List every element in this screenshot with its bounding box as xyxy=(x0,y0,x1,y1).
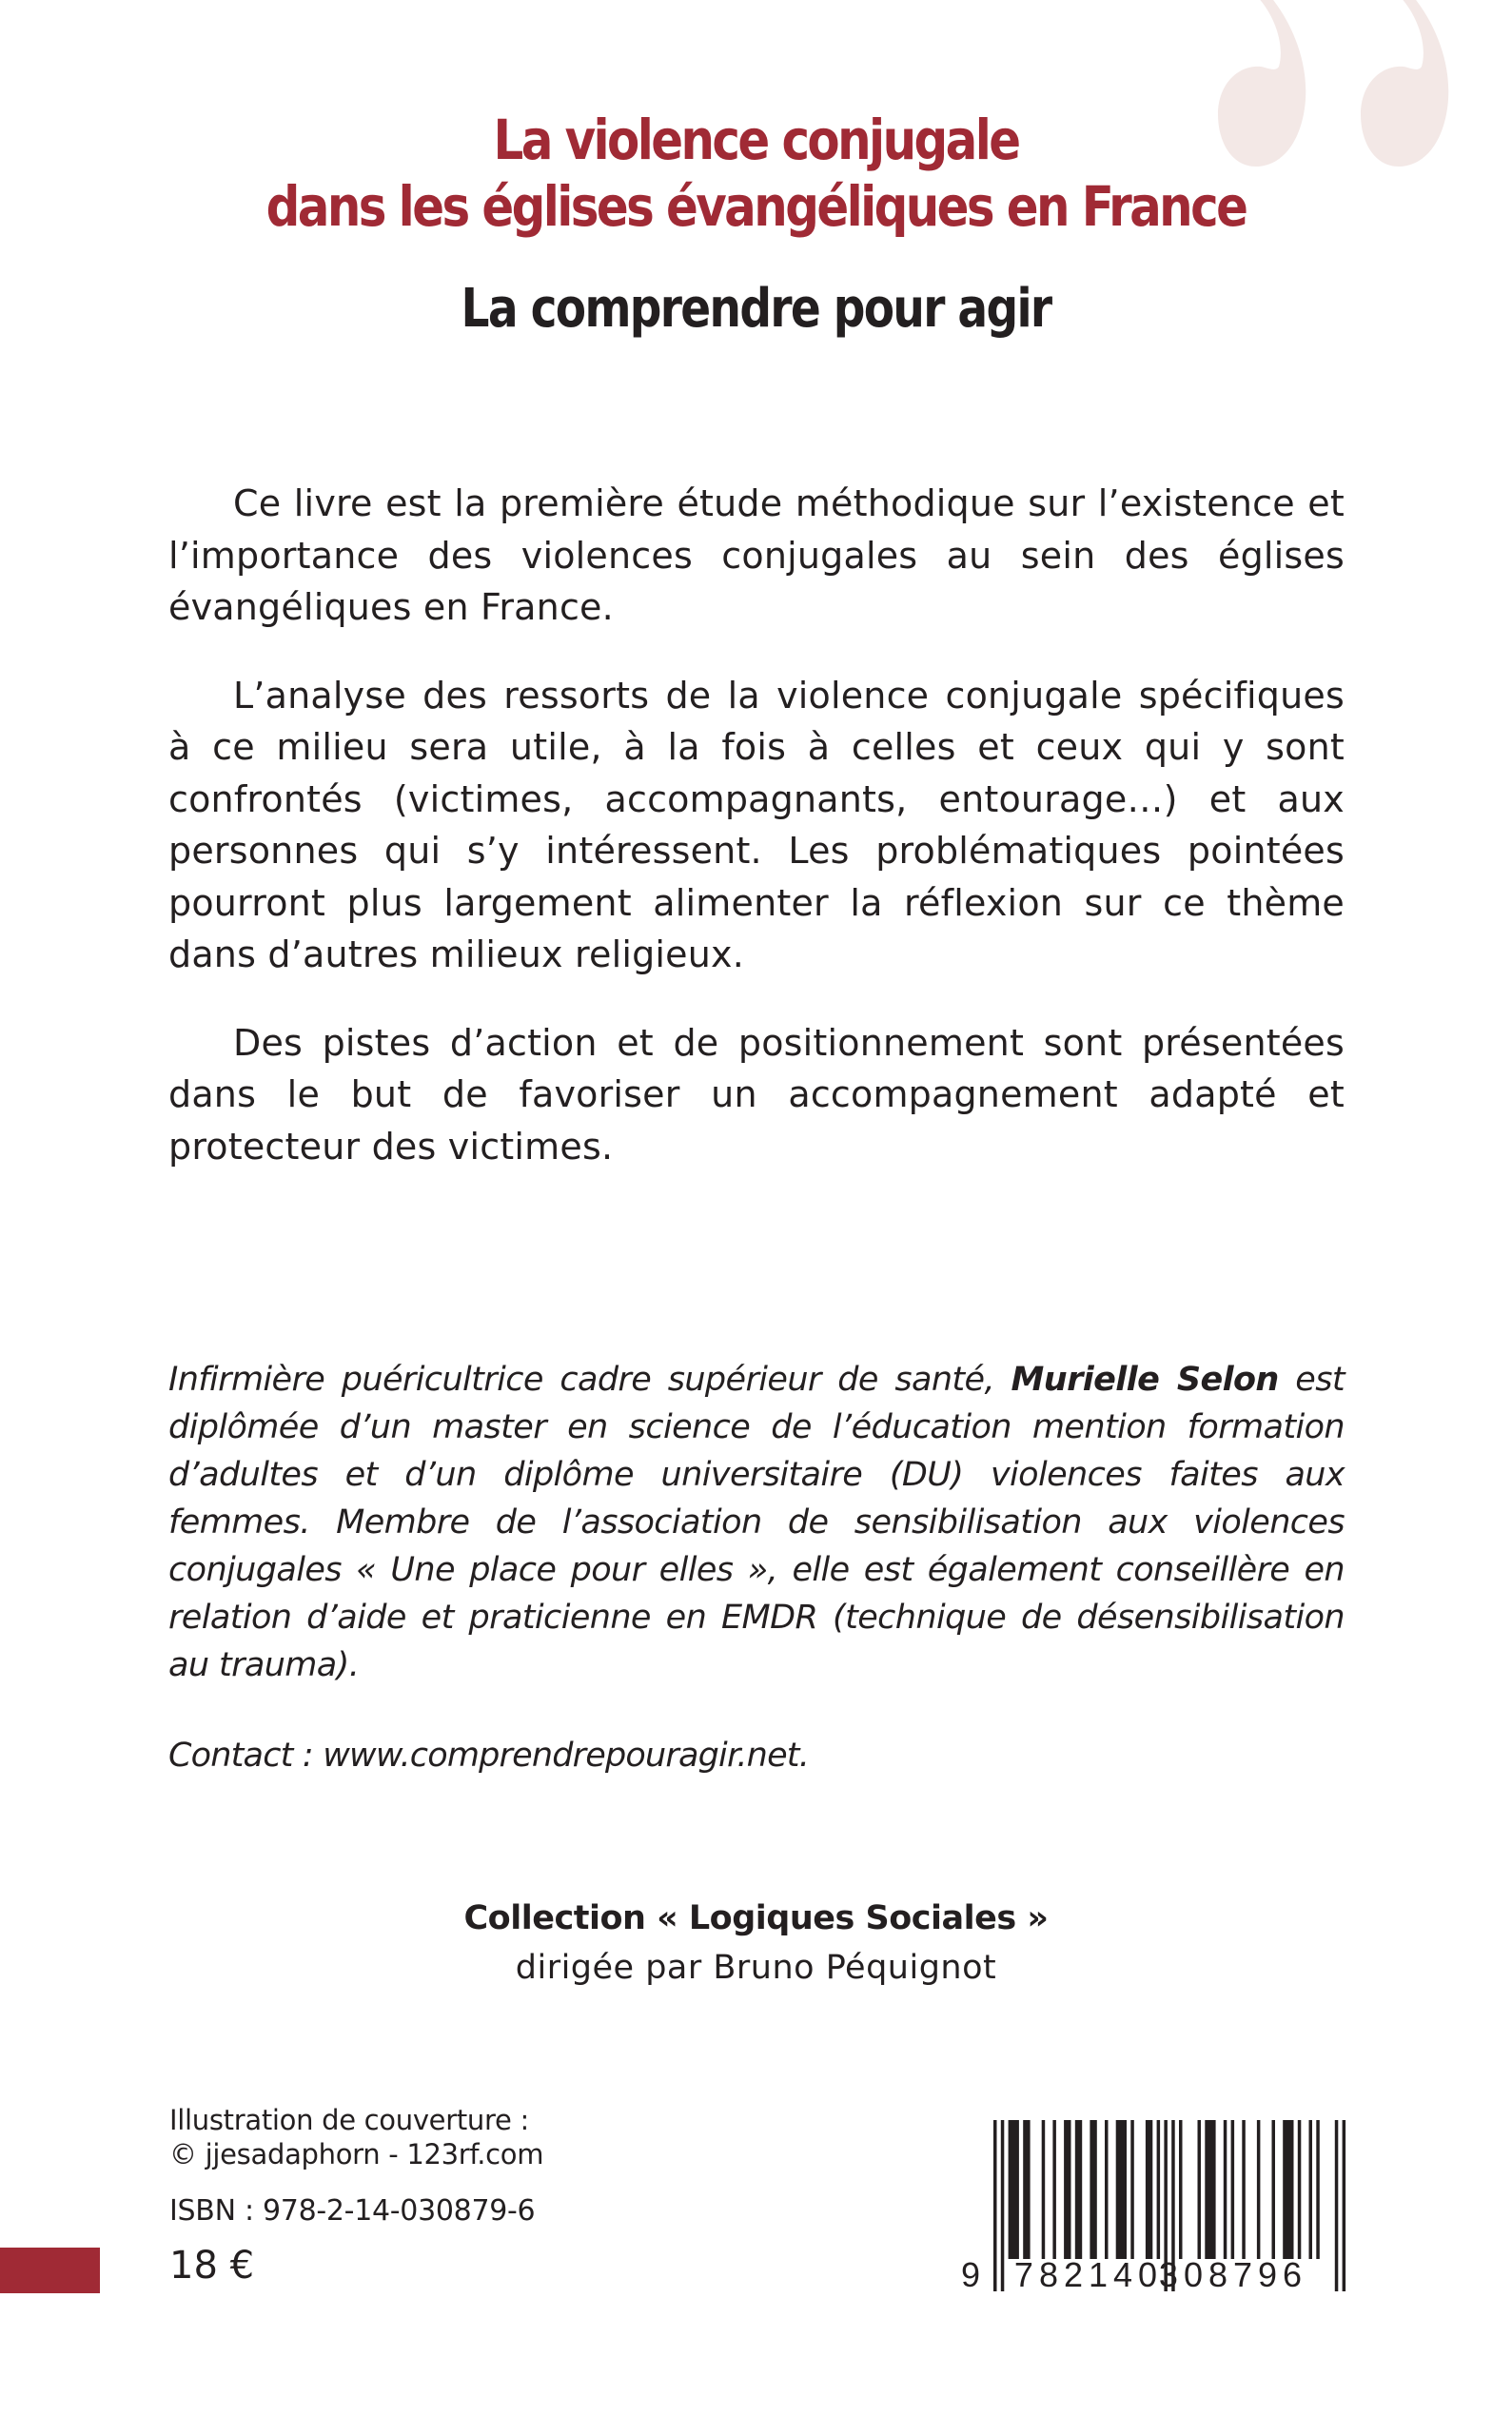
barcode-guard-bar xyxy=(1335,2120,1339,2291)
barcode-bar xyxy=(1023,2120,1030,2259)
barcode-bar xyxy=(1231,2120,1235,2259)
barcode-bar xyxy=(1316,2120,1320,2259)
summary-paragraph: L’analyse des ressorts de la violence conjugale spécifiques à ce milieu sera utile, à la fois à celles et ceux qui y sont confrontés (victimes, accompagnants, entourage…) et aux personnes qui s’y intéressent. Les problématiques pointées pourront plus largement alimenter la réflexion sur ce thème dans d’autres milieux religieux. xyxy=(168,674,1345,975)
barcode-bar xyxy=(1224,2120,1227,2259)
barcode-bar xyxy=(1075,2120,1082,2259)
barcode-guard-bar xyxy=(1343,2120,1346,2291)
barcode-bar xyxy=(1205,2120,1215,2259)
barcode-bar xyxy=(1130,2120,1134,2259)
bio-text-before: Infirmière puéricultrice cadre supérieur de santé, xyxy=(168,1361,1011,1399)
author-name: Murielle Selon xyxy=(1011,1361,1279,1399)
barcode-first-digit: 9 xyxy=(961,2255,981,2294)
book-subtitle: La comprendre pour agir xyxy=(461,278,1051,340)
barcode-bar xyxy=(1157,2120,1161,2259)
barcode-bar xyxy=(1298,2120,1302,2259)
barcode-right-digits: 308796 xyxy=(1158,2255,1308,2294)
barcode-bar xyxy=(1179,2120,1183,2259)
barcode-bar xyxy=(1283,2120,1293,2259)
summary xyxy=(168,478,1345,1208)
barcode-bar xyxy=(1105,2120,1109,2259)
barcode-bar xyxy=(1042,2120,1046,2259)
contact-line: Contact : www.comprendrepouragir.net. xyxy=(168,1737,810,1775)
title-line-1: La violence conjugale xyxy=(493,108,1019,172)
barcode-left-digits: 782140 xyxy=(1013,2255,1164,2294)
book-title xyxy=(106,107,1406,240)
barcode-guard-bar xyxy=(993,2120,997,2291)
credits-line-1: Illustration de couverture : xyxy=(169,2104,529,2136)
barcode xyxy=(923,2117,1351,2298)
cover-credits xyxy=(169,2103,543,2171)
collection-director: dirigée par Bruno Péquignot xyxy=(515,1949,997,1987)
barcode-bar xyxy=(1309,2120,1313,2259)
credits-line-2: © jjesadaphorn - 123rf.com xyxy=(169,2138,544,2170)
barcode-bar xyxy=(1090,2120,1096,2259)
barcode-bar xyxy=(1242,2120,1246,2259)
barcode-bar xyxy=(1198,2120,1202,2259)
accent-bar xyxy=(0,2248,100,2293)
barcode-bar xyxy=(1116,2120,1127,2259)
isbn: ISBN : 978-2-14-030879-6 xyxy=(169,2194,536,2228)
price: 18 € xyxy=(169,2244,255,2288)
summary-paragraph: Des pistes d’action et de positionnement sont présentées dans le but de favoriser un accompagnement adapté et protecteur des victimes. xyxy=(168,1021,1345,1168)
author-bio xyxy=(168,1356,1345,1689)
collection-name: Collection « Logiques Sociales » xyxy=(463,1899,1049,1937)
barcode-guard-bar xyxy=(1001,2120,1005,2291)
summary-paragraph: Ce livre est la première étude méthodique sur l’existence et l’importance des violences conjugales au sein des églises évangéliques en France. xyxy=(168,482,1345,628)
barcode-bar xyxy=(1009,2120,1019,2259)
barcode-bar xyxy=(1052,2120,1056,2259)
barcode-bar xyxy=(1064,2120,1070,2259)
title-line-2: dans les églises évangéliques en France xyxy=(265,174,1247,239)
barcode-bar xyxy=(1146,2120,1152,2259)
bio-text-after: est diplômée d’un master en science de l’éducation mention formation d’adultes et d’un diplôme universitaire (DU) violences faites aux femmes. Membre de l’association de sensibilisation aux violences conjugales « Une place pour elles », elle est également conseillère en relation d’aide et praticienne en EMDR (technique de désensibilisation au trauma). xyxy=(168,1361,1345,1684)
barcode-bar xyxy=(1272,2120,1276,2259)
barcode-bar xyxy=(1257,2120,1261,2259)
